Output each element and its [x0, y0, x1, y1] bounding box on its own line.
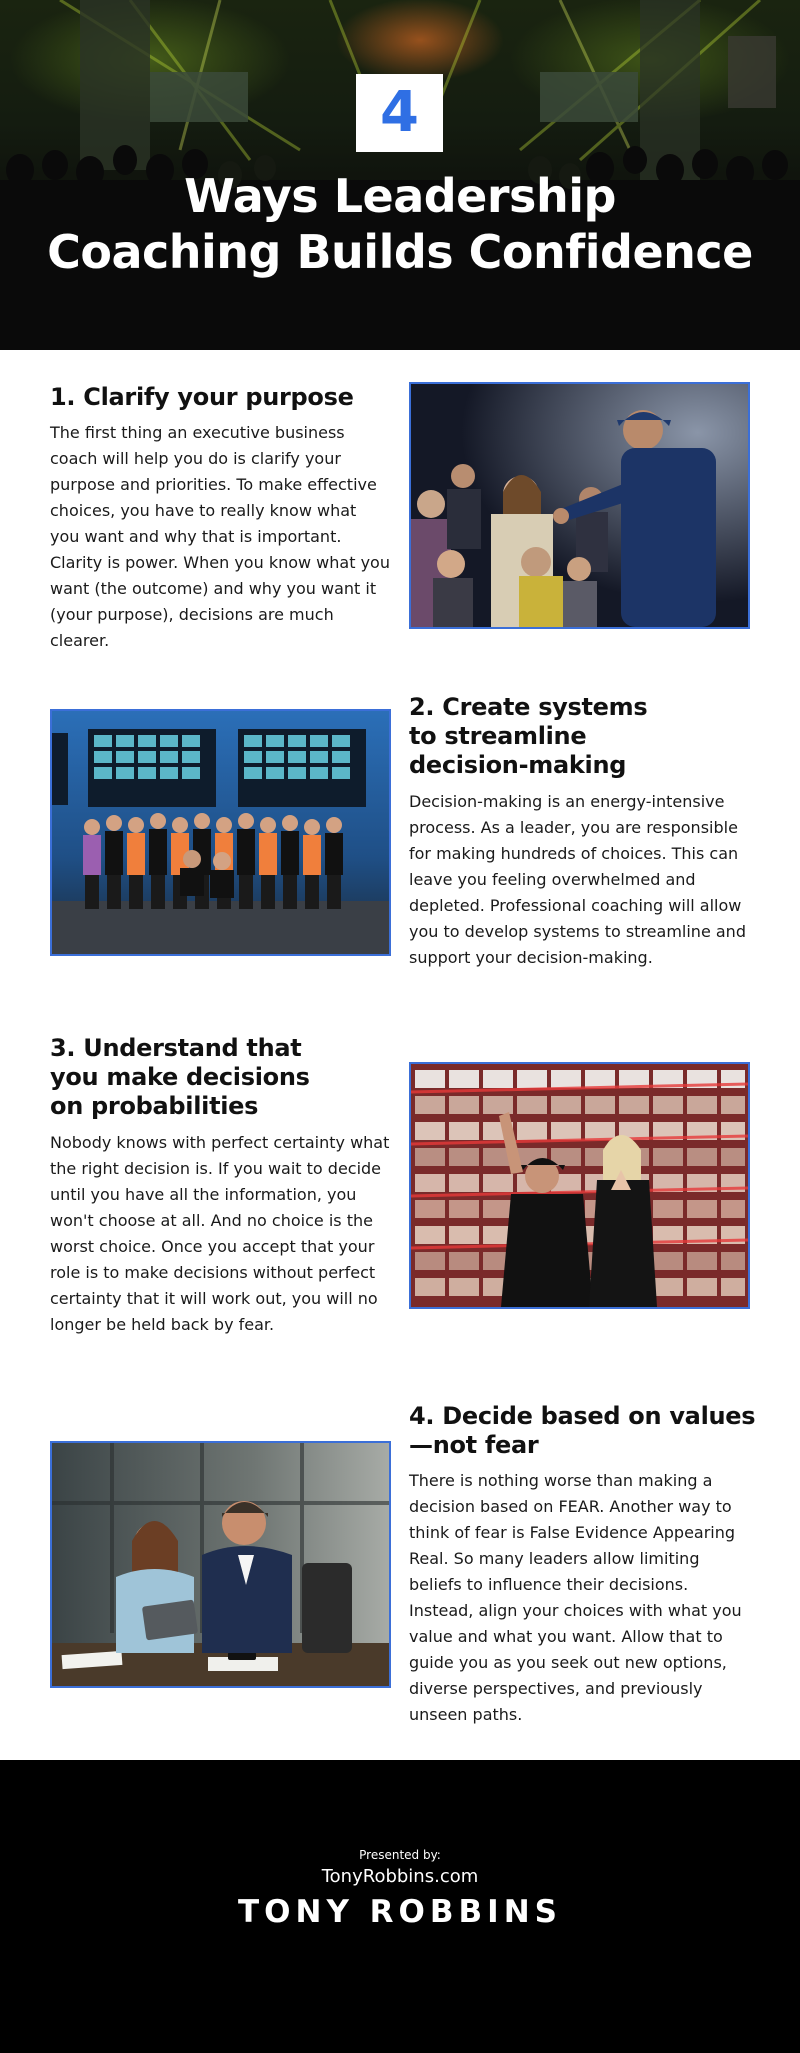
section-4-title-line-2: —not fear [409, 1431, 539, 1459]
page-title-line-1: Ways Leadership [184, 169, 616, 223]
footer-site-link[interactable]: TonyRobbins.com [321, 1866, 479, 1887]
hero-number-badge [356, 74, 443, 152]
section-3-title-line-3: on probabilities [50, 1092, 259, 1120]
section-1-title-line-1: 1. Clarify your purpose [50, 383, 354, 411]
section-4-body: There is nothing worse than making a decision based on FEAR. Another way to think of fear is False Evidence Appearing Real. So many leaders allow limiting beliefs to influence their decisions. Instead, align your choices with what you value and what you want. Allow that to guide you as you seek out new options, diverse perspectives, and previously unseen paths. [409, 1471, 742, 1724]
section-4-title-line-1: 4. Decide based on values [409, 1402, 756, 1430]
section-4-title [409, 1402, 759, 1460]
presented-by-label: Presented by: [359, 1848, 441, 1862]
page-title [0, 168, 800, 280]
hero-banner [0, 0, 800, 350]
section-1-photo-speaker-crowd [409, 382, 750, 629]
section-2-body: Decision-making is an energy-intensive process. As a leader, you are responsible for making hundreds of choices. This can leave you feeling overwhelmed and depleted. Professional coaching will allow you to develop systems to streamline and support your decision-making. [409, 792, 746, 967]
section-1-body: The first thing an executive business coach will help you do is clarify your purpose and priorities. To make effective choices, you have to really know what you want and why that is important. Clarity is power. When you know what you want (the outcome) and why you want it (your purpose), decisions are much clearer. [50, 423, 390, 650]
section-4-photo-office-meeting [50, 1441, 391, 1688]
footer [0, 1760, 800, 2053]
section-2-title-line-3: decision-making [409, 751, 627, 779]
section-3-title-line-1: 3. Understand that [50, 1034, 302, 1062]
hero-number: 4 [380, 80, 419, 145]
section-3-photo-celebration-video-wall [409, 1062, 750, 1309]
section-2-photo-team-on-stage [50, 709, 391, 956]
section-3-body: Nobody knows with perfect certainty what the right decision is. If you wait to decide until you have all the information, you won't choose at all. And no choice is the worst choice. Once you accept that your role is to make decisions without perfect certainty that it will work out, you will no longer be held back by fear. [50, 1133, 390, 1334]
section-3-title [50, 1034, 390, 1121]
section-2-title-line-2: to streamline [409, 722, 587, 750]
section-3-title-line-2: you make decisions [50, 1063, 310, 1091]
section-1-title [50, 383, 390, 412]
section-2-title [409, 693, 749, 780]
section-2-title-line-1: 2. Create systems [409, 693, 648, 721]
page-title-line-2: Coaching Builds Confidence [47, 225, 753, 279]
brand-logo-text: TONY ROBBINS [238, 1894, 562, 1930]
